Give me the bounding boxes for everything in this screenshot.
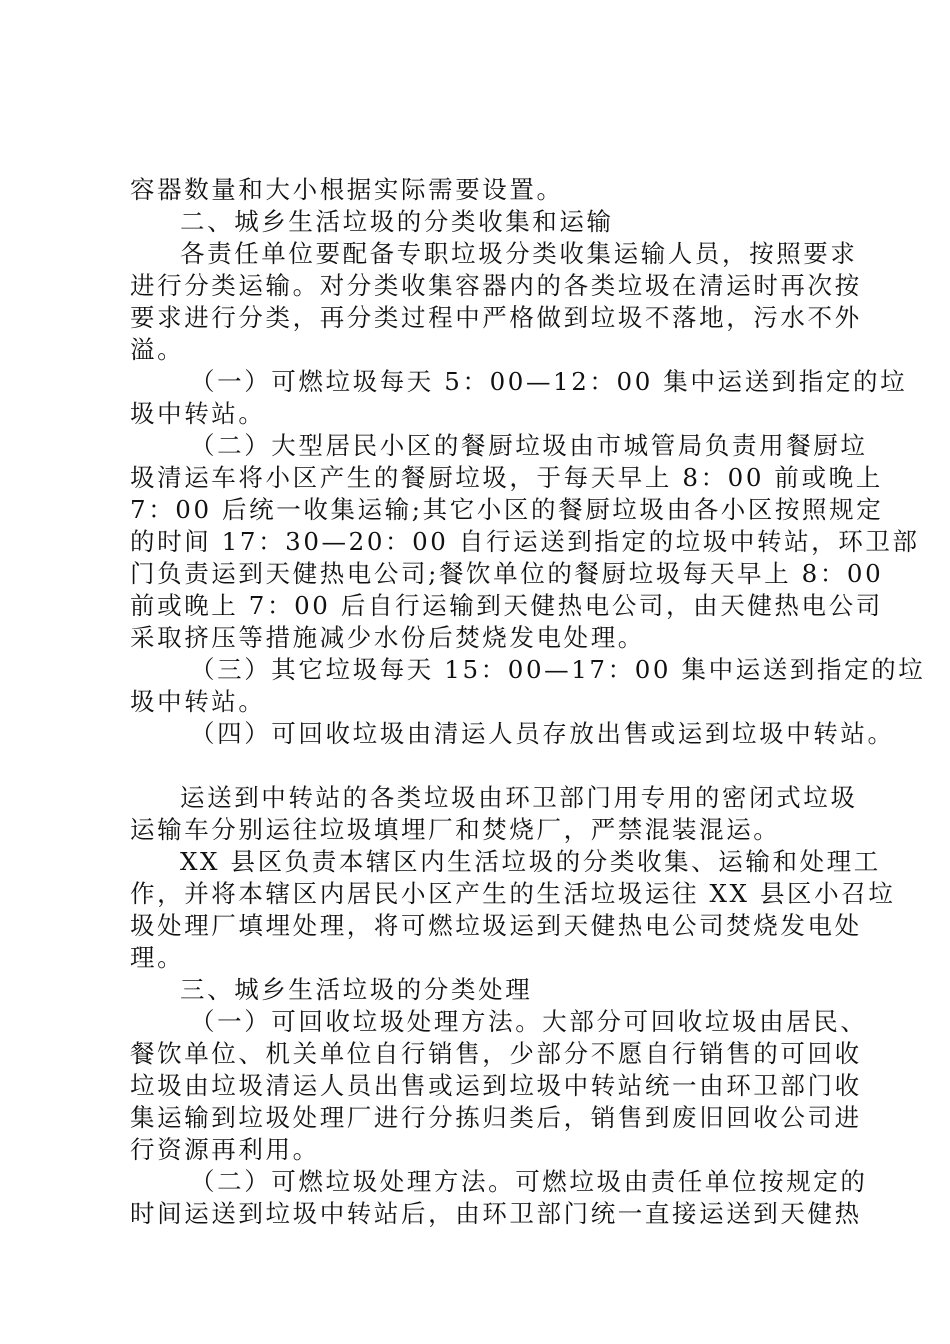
text-line: 溢。 (130, 335, 185, 364)
text-line: 采取挤压等措施减少水份后焚烧发电处理。 (130, 623, 645, 652)
text-line: （二）大型居民小区的餐厨垃圾由市城管局负责用餐厨垃 (190, 431, 868, 460)
text-line: （二）可燃垃圾处理方法。可燃垃圾由责任单位按规定的 (190, 1167, 868, 1196)
text-line: （三）其它垃圾每天 15：00—17：00 集中运送到指定的垃 (190, 655, 926, 684)
text-line: 运送到中转站的各类垃圾由环卫部门用专用的密闭式垃圾 (180, 783, 858, 812)
text-line: 圾处理厂填埋处理，将可燃垃圾运到天健热电公司焚烧发电处 (130, 911, 862, 940)
section-heading: 三、城乡生活垃圾的分类处理 (180, 975, 533, 1004)
text-line: 容器数量和大小根据实际需要设置。 (130, 175, 564, 204)
text-line: 餐饮单位、机关单位自行销售，少部分不愿自行销售的可回收 (130, 1039, 862, 1068)
text-line: 圾中转站。 (130, 399, 266, 428)
text-line: （四）可回收垃圾由清运人员存放出售或运到垃圾中转站。 (190, 719, 895, 748)
text-line: 集运输到垃圾处理厂进行分拣归类后，销售到废旧回收公司进 (130, 1103, 862, 1132)
text-line: 圾清运车将小区产生的餐厨垃圾，于每天早上 8：00 前或晚上 (130, 463, 883, 492)
text-line: 门负责运到天健热电公司;餐饮单位的餐厨垃圾每天早上 8：00 (130, 559, 884, 588)
text-line: 要求进行分类，再分类过程中严格做到垃圾不落地，污水不外 (130, 303, 862, 332)
text-line: XX 县区负责本辖区内生活垃圾的分类收集、运输和处理工 (180, 847, 881, 876)
text-line: 时间运送到垃圾中转站后，由环卫部门统一直接运送到天健热 (130, 1199, 862, 1228)
text-line: 行资源再利用。 (130, 1135, 320, 1164)
text-line: 进行分类运输。对分类收集容器内的各类垃圾在清运时再次按 (130, 271, 862, 300)
text-line: 垃圾由垃圾清运人员出售或运到垃圾中转站统一由环卫部门收 (130, 1071, 862, 1100)
text-line: 理。 (130, 943, 185, 972)
text-line: 作，并将本辖区内居民小区产生的生活垃圾运往 XX 县区小召垃 (130, 879, 896, 908)
text-line: （一）可燃垃圾每天 5：00—12：00 集中运送到指定的垃 (190, 367, 908, 396)
section-heading: 二、城乡生活垃圾的分类收集和运输 (180, 207, 614, 236)
text-line: 圾中转站。 (130, 687, 266, 716)
text-line: 的时间 17：30—20：00 自行运送到指定的垃圾中转站，环卫部 (130, 527, 920, 556)
text-line: （一）可回收垃圾处理方法。大部分可回收垃圾由居民、 (190, 1007, 868, 1036)
text-line: 前或晚上 7：00 后自行运输到天健热电公司，由天健热电公司 (130, 591, 883, 620)
text-line: 各责任单位要配备专职垃圾分类收集运输人员，按照要求 (180, 239, 858, 268)
text-line: 7：00 后统一收集运输;其它小区的餐厨垃圾由各小区按照规定 (130, 495, 884, 524)
text-line: 运输车分别运往垃圾填埋厂和焚烧厂，严禁混装混运。 (130, 815, 781, 844)
